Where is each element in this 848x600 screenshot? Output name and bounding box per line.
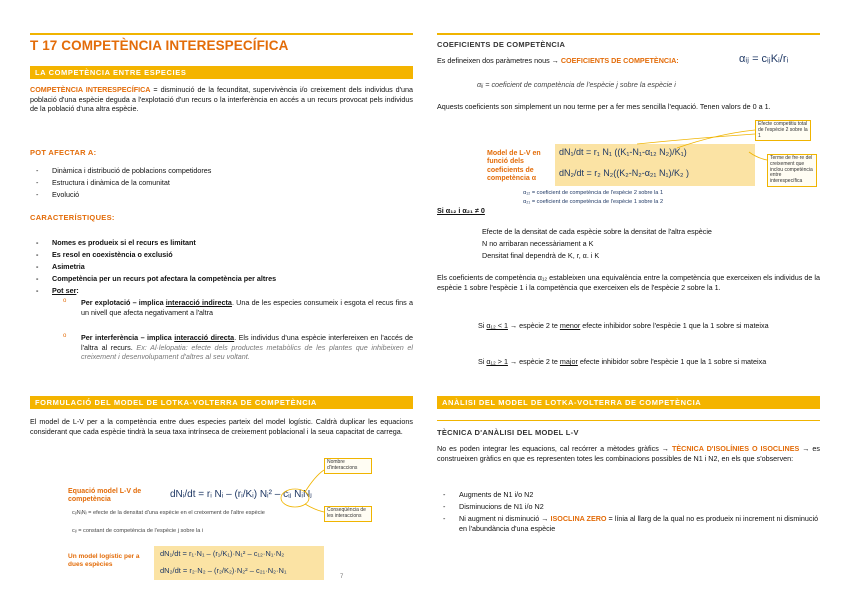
- list-item: Densitat final dependrà de K, r, α. i K: [482, 251, 600, 260]
- left-column: [30, 0, 413, 600]
- case-greater-than-one: Si α₁₂ > 1 → espècie 2 te major efecte inhibidor sobre l'espècie 1 que la 1 sobre si mateixa: [478, 357, 767, 366]
- top-rule: [30, 33, 413, 35]
- note-total-effect: Efecte competitiu total de l'espècie 2 sobre la 1: [755, 120, 811, 141]
- list-item: - Pot ser:: [36, 286, 79, 295]
- note-interactions: Nombre d'interaccions: [324, 458, 372, 474]
- lv-equation: dNᵢ/dt = rᵢ Nᵢ – (rᵢ/Kᵢ) Nᵢ² – cᵢⱼ NᵢNⱼ: [170, 489, 312, 500]
- coeficients-heading: COEFICIENTS DE COMPETÈNCIA: [437, 40, 566, 49]
- right-column: [437, 0, 820, 600]
- tecnica-heading: TÈCNICA D'ANÀLISI DEL MODEL L-V: [437, 428, 579, 437]
- note-growth-term: Terme de fre·re del creixement que inclou competència entre interespecífica: [767, 154, 817, 187]
- definition-paragraph: [30, 85, 413, 114]
- note-consequence: Conseqüència de les interaccions: [324, 506, 372, 522]
- coeficients-intro: Es defineixen dos paràmetres nous → COEFICIENTS DE COMPETÈNCIA:: [437, 56, 679, 65]
- list-item: - Dinàmica i distribució de poblacions competidores: [36, 166, 212, 175]
- alpha-definition: αᵢⱼ = coeficient de competència de l'espècie j sobre la espècie i: [477, 80, 676, 89]
- tecnica-paragraph: No es poden integrar les equacions, cal recórrer a mètodes gràfics → TÈCNICA D'ISOLÍNIES O ISOCLINES → es construeixen gràfics en que es representen totes les combinacions possibles de N1 i N2, en els que s'observen:: [437, 444, 820, 463]
- figure-label: Model de L-V en funció dels coeficients de competència α: [487, 150, 541, 183]
- alpha-equation-1: dN₁/dt = r₁ N₁ ((K₁-N₁-α₁₂ N₂)/K₁): [559, 147, 687, 157]
- figure-line-2: cᵢⱼ = constant de competència de l'espècie j sobre la i: [72, 528, 204, 534]
- caracteristiques-heading: CARACTERÍSTIQUES:: [30, 213, 115, 222]
- alpha21-line: α₂₁ = coeficient de competència de l'espècie 1 sobre la 2: [523, 199, 664, 205]
- si-condition: Si α₁₂ i α₂₁ ≠ 0: [437, 206, 485, 215]
- section-bar-analisi: ANÀLISI DEL MODEL DE LOTKA-VOLTERRA DE COMPETÈNCIA: [437, 396, 820, 409]
- list-item: N no arribaran necessàriament a K: [482, 239, 594, 248]
- figure-line-1: cᵢⱼNᵢNⱼ = efecte de la densitat d'una espècie en el creixement de l'altre espècie: [72, 510, 265, 516]
- alpha12-line: α₁₂ = coeficient de competència de l'espècie 2 sobre la 1: [523, 190, 664, 196]
- sub-item-interferencia: o Per interferència – implica interacció directa. Els individus d'una espècie interfereixen en l'accés de l'altra al recurs. Ex: Al·lelopatia: efecte dels productes metabòlics de les plantes que inhibeixen el creixement i desenvolupament d'altres al seu voltant.: [63, 333, 413, 361]
- case-less-than-one: Si α₁₂ < 1 → espècie 2 te menor efecte inhibidor sobre l'espècie 1 que la 1 sobre si mateixa: [478, 321, 769, 330]
- page-number: 7: [340, 574, 344, 580]
- top-rule: [437, 33, 820, 35]
- list-item: - Evolució: [36, 190, 80, 199]
- definition-term: COMPETÈNCIA INTERESPECÍFICA: [30, 85, 151, 94]
- list-item: - Estructura i dinàmica de la comunitat: [36, 178, 170, 187]
- lv-equation-figure: [30, 448, 413, 588]
- alpha-model-figure: [437, 120, 820, 212]
- sub-item-explotacio: o Per explotació – implica interacció indirecta. Una de les especies consumeix i esgota el recus fins a un nivell que afecta negativament a l'altra: [63, 298, 413, 317]
- figure-label-2: Un model logístic per a dues espècies: [68, 553, 140, 568]
- figure-label: Equació model L-V de competència: [68, 488, 142, 504]
- list-item: - Competència per un recurs pot afectara la competència per altres: [36, 274, 277, 283]
- list-item: - Nomes es produeix si el recurs es limitant: [36, 238, 196, 247]
- page-title: T 17 COMPETÈNCIA INTERESPECÍFICA: [30, 38, 289, 53]
- alpha-formula: αᵢⱼ = cᵢⱼKᵢ/rᵢ: [739, 53, 789, 65]
- list-item: - Augments de N1 i/o N2: [443, 490, 534, 499]
- alpha-equation-2: dN₂/dt = r₂ N₂((K₂-N₂-α₂₁ N₁)/K₂ ): [559, 168, 689, 178]
- lv-paragraph: El model de L-V per a la competència entre dues especies parteix del model logístic. Caldrà duplicar les equacions considerant que cada espècie tindrà la seua taxa intrínseca de creixement poblacional i la seua capacitat de carrega.: [30, 417, 413, 436]
- list-item: Efecte de la densitat de cada espècie sobre la densitat de l'altra espècie: [482, 227, 712, 236]
- divider: [437, 420, 820, 421]
- list-item: - Ni augment ni disminució → ISOCLINA ZERO = línia al llarg de la qual no es produeix ni increment ni disminució en l'abundància d'una espècie: [443, 514, 819, 533]
- list-item: - Asimetria: [36, 262, 85, 271]
- lv-equation-2: dN₂/dt = r₂·N₂ – (r₂/K₂)·N₂² – c₂₁·N₂·N₁: [160, 566, 287, 575]
- lv-equation-1: dN₁/dt = r₁·N₁ – (r₁/K₁)·N₁² – c₁₂·N₁·N₂: [160, 549, 285, 558]
- section-bar-competencia: LA COMPETÈNCIA ENTRE ESPECIES: [30, 66, 413, 79]
- section-bar-formulacio: FORMULACIÓ DEL MODEL DE LOTKA-VOLTERRA DE COMPETÈNCIA: [30, 396, 413, 409]
- pot-afectar-heading: POT AFECTAR A:: [30, 148, 97, 157]
- list-item: - Disminucions de N1 i/o N2: [443, 502, 544, 511]
- equivalence-paragraph: Els coeficients de competència α₁₂ estableixen una equivalència entre la competència que exerceixen els individus de la espècie 1 sobre l'espècie 1 i la competència que exerceixen els de l'espècie 2 sobre la 1.: [437, 273, 820, 292]
- list-item: - Es resol en coexistència o exclusió: [36, 250, 173, 259]
- definition-text: = disminució de la fecunditat, supervivència i/o creixement dels individus d'una població d'una espècie deguda a l'explotació d'un recurs o la interferència en accés a un recurs provocat pels individus de la població d'una altra espècie.: [30, 85, 413, 113]
- coef-paragraph: Aquests coeficients son simplement un nou terme per a fer mes sencilla l'equació. Tenen valors de 0 a 1.: [437, 102, 771, 111]
